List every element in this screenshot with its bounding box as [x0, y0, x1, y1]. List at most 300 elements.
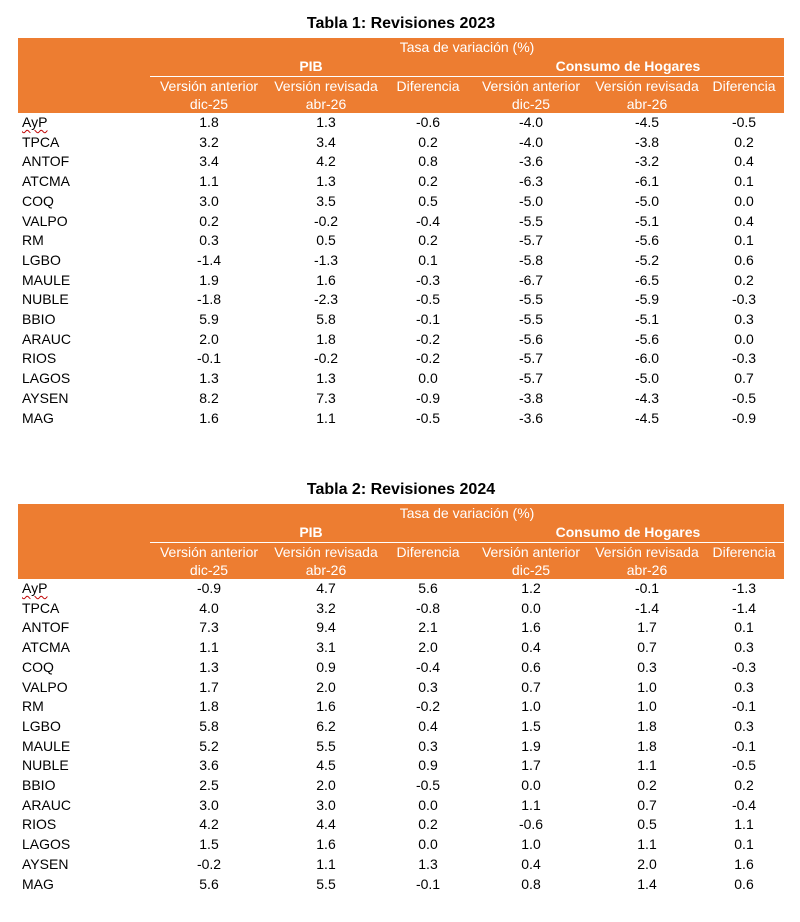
value-cell: 2.0: [637, 855, 657, 872]
value-cell: -1.4: [196, 251, 222, 268]
value-cell: -0.4: [731, 796, 757, 813]
value-cell: 0.0: [418, 836, 438, 853]
group-header-consumo: Consumo de Hogares: [472, 523, 784, 543]
region-name: ANTOF: [22, 153, 70, 170]
region-label: [18, 638, 150, 658]
region-name: VALPO: [22, 678, 68, 695]
column-header: Versión revisada: [274, 544, 378, 560]
value-cell: 5.8: [199, 717, 219, 734]
value-cell: 1.7: [199, 678, 219, 695]
column-header: Versión anterior: [481, 78, 581, 94]
value-cell: 1.0: [521, 836, 541, 853]
value-cell: -5.7: [518, 232, 544, 249]
table-row: [18, 678, 784, 698]
table-row: [18, 290, 784, 310]
value-cell: -0.2: [196, 855, 222, 872]
value-cell: 2.1: [418, 619, 438, 636]
value-cell: -0.6: [518, 816, 544, 833]
table-row: [18, 618, 784, 638]
corner-cell: [18, 38, 150, 57]
region-label: [18, 310, 150, 330]
value-cell: 0.0: [521, 599, 541, 616]
value-cell: 0.7: [637, 639, 657, 656]
value-cell: 0.2: [418, 232, 438, 249]
region-name: MAG: [22, 875, 54, 892]
table-row: [18, 152, 784, 172]
value-cell: -3.2: [634, 153, 660, 170]
value-cell: 0.9: [418, 757, 438, 774]
value-cell: 0.4: [521, 855, 541, 872]
value-cell: -1.4: [731, 599, 757, 616]
region-name: ARAUC: [22, 330, 72, 347]
region-name: MAG: [22, 409, 54, 426]
table-row: [18, 172, 784, 192]
region-name: COQ: [22, 658, 54, 675]
value-cell: 5.2: [199, 737, 219, 754]
corner-cell: [18, 77, 150, 96]
value-cell: 2.5: [199, 777, 219, 794]
value-cell: 0.0: [418, 796, 438, 813]
table-row: [18, 835, 784, 855]
region-label: [18, 330, 150, 350]
value-cell: 5.6: [199, 875, 219, 892]
column-header: Versión anterior: [159, 78, 259, 94]
value-cell: 1.5: [199, 836, 219, 853]
table-row: [18, 349, 784, 369]
value-cell: 0.7: [521, 678, 541, 695]
value-cell: 0.0: [734, 330, 754, 347]
value-cell: 1.3: [316, 173, 336, 190]
value-cell: 1.1: [316, 855, 336, 872]
value-cell: 7.3: [316, 389, 336, 406]
table-row: [18, 409, 784, 429]
value-cell: 1.0: [637, 678, 657, 695]
value-cell: 3.5: [316, 192, 336, 209]
region-label: [18, 678, 150, 698]
table-row: [18, 212, 784, 232]
value-cell: 1.2: [521, 580, 541, 596]
value-cell: 1.6: [521, 619, 541, 636]
region-label: [18, 658, 150, 678]
value-cell: 5.5: [316, 737, 336, 754]
region-name: BBIO: [22, 777, 56, 794]
region-label: [18, 618, 150, 638]
region-name: MAULE: [22, 737, 71, 754]
value-cell: 1.3: [418, 855, 438, 872]
value-cell: -0.3: [731, 291, 757, 308]
value-cell: -5.9: [634, 291, 660, 308]
value-cell: -5.6: [634, 330, 660, 347]
value-cell: -5.7: [518, 370, 544, 387]
value-cell: 0.7: [734, 370, 754, 387]
value-cell: -0.6: [415, 114, 441, 130]
value-cell: 0.3: [637, 658, 657, 675]
value-cell: 1.8: [637, 737, 657, 754]
value-cell: 3.0: [199, 192, 219, 209]
table-row: [18, 113, 784, 133]
region-label: [18, 389, 150, 409]
region-name: LGBO: [22, 251, 61, 268]
region-label: [18, 231, 150, 251]
value-cell: 0.9: [316, 658, 336, 675]
value-cell: 5.6: [418, 580, 438, 596]
value-cell: -3.8: [634, 133, 660, 150]
table-row: [18, 697, 784, 717]
column-header: Versión anterior: [159, 544, 259, 560]
value-cell: 4.2: [199, 816, 219, 833]
value-cell: -5.1: [634, 311, 660, 328]
column-subheader: [704, 95, 784, 113]
region-label: [18, 212, 150, 232]
value-cell: -6.3: [518, 173, 544, 190]
value-cell: -0.2: [313, 212, 339, 229]
value-cell: 0.4: [734, 212, 754, 229]
value-cell: -0.5: [731, 114, 757, 130]
region-label: [18, 737, 150, 757]
column-subheader: dic-25: [511, 562, 551, 578]
value-cell: 1.0: [521, 698, 541, 715]
value-cell: 3.0: [316, 796, 336, 813]
region-name: VALPO: [22, 212, 68, 229]
value-cell: -3.8: [518, 389, 544, 406]
value-cell: -0.3: [415, 271, 441, 288]
value-cell: -0.8: [415, 599, 441, 616]
value-cell: 1.5: [521, 717, 541, 734]
value-cell: -5.6: [634, 232, 660, 249]
column-subheader: [384, 95, 472, 113]
value-cell: 1.3: [199, 658, 219, 675]
value-cell: -3.6: [518, 153, 544, 170]
value-cell: 0.3: [734, 678, 754, 695]
region-name: NUBLE: [22, 757, 69, 774]
rate-header: Tasa de variación (%): [399, 39, 535, 55]
column-subheader: dic-25: [189, 96, 229, 112]
value-cell: -1.4: [634, 599, 660, 616]
region-label: [18, 133, 150, 153]
region-name: RM: [22, 698, 44, 715]
group-header-consumo: Consumo de Hogares: [472, 57, 784, 77]
value-cell: -4.0: [518, 133, 544, 150]
value-cell: 1.1: [199, 639, 219, 656]
value-cell: 0.5: [637, 816, 657, 833]
region-name: LAGOS: [22, 370, 71, 387]
column-header: Versión anterior: [481, 544, 581, 560]
column-header: Versión revisada: [595, 78, 699, 94]
value-cell: 0.3: [418, 737, 438, 754]
region-label: [18, 796, 150, 816]
value-cell: 1.0: [637, 698, 657, 715]
region-label: [18, 152, 150, 172]
region-name: ATCMA: [22, 173, 70, 190]
value-cell: -0.1: [731, 737, 757, 754]
value-cell: -0.1: [731, 698, 757, 715]
value-cell: -0.1: [634, 580, 660, 596]
table-row: [18, 855, 784, 875]
value-cell: 1.1: [316, 409, 336, 426]
region-label: [18, 776, 150, 796]
table-row: [18, 271, 784, 291]
region-label: [18, 271, 150, 291]
corner-cell: [18, 523, 150, 543]
value-cell: 0.2: [734, 271, 754, 288]
value-cell: -0.5: [731, 757, 757, 774]
value-cell: -4.5: [634, 114, 660, 130]
value-cell: -6.1: [634, 173, 660, 190]
value-cell: -0.9: [731, 409, 757, 426]
column-subheader: [384, 561, 472, 579]
value-cell: 2.0: [418, 639, 438, 656]
value-cell: 0.6: [734, 251, 754, 268]
value-cell: -4.3: [634, 389, 660, 406]
value-cell: 1.1: [637, 836, 657, 853]
value-cell: 0.1: [418, 251, 438, 268]
value-cell: 0.0: [418, 370, 438, 387]
value-cell: 0.2: [418, 173, 438, 190]
column-subheader: abr-26: [626, 562, 668, 578]
value-cell: -0.4: [415, 212, 441, 229]
value-cell: -3.6: [518, 409, 544, 426]
value-cell: -2.3: [313, 291, 339, 308]
value-cell: 0.4: [418, 717, 438, 734]
region-label: [18, 717, 150, 737]
column-header: Diferencia: [712, 544, 776, 560]
value-cell: 0.8: [418, 153, 438, 170]
value-cell: 7.3: [199, 619, 219, 636]
value-cell: -5.1: [634, 212, 660, 229]
value-cell: 1.8: [637, 717, 657, 734]
value-cell: 8.2: [199, 389, 219, 406]
region-label: [18, 113, 150, 133]
value-cell: -0.2: [415, 698, 441, 715]
region-label: [18, 875, 150, 895]
value-cell: -5.5: [518, 311, 544, 328]
value-cell: 5.9: [199, 311, 219, 328]
value-cell: -0.2: [313, 350, 339, 367]
table-row: [18, 815, 784, 835]
column-subheader: abr-26: [626, 96, 668, 112]
region-name: ATCMA: [22, 639, 70, 656]
region-name: AYSEN: [22, 389, 69, 406]
value-cell: 0.2: [418, 816, 438, 833]
value-cell: -0.9: [196, 580, 222, 596]
column-header: Diferencia: [712, 78, 776, 94]
table-row: [18, 231, 784, 251]
value-cell: 4.4: [316, 816, 336, 833]
value-cell: -5.0: [634, 192, 660, 209]
table-row: [18, 796, 784, 816]
value-cell: 1.6: [734, 855, 754, 872]
table-row: [18, 658, 784, 678]
value-cell: 1.3: [199, 370, 219, 387]
value-cell: 3.0: [199, 796, 219, 813]
region-name: RIOS: [22, 350, 57, 367]
value-cell: 1.1: [734, 816, 754, 833]
table-body: [18, 113, 784, 428]
table-row: [18, 776, 784, 796]
value-cell: 0.3: [199, 232, 219, 249]
value-cell: 0.4: [734, 153, 754, 170]
value-cell: 2.0: [316, 678, 336, 695]
value-cell: -0.9: [415, 389, 441, 406]
table-title: Tabla 1: Revisiones 2023: [306, 15, 496, 32]
value-cell: 3.2: [316, 599, 336, 616]
rate-header: Tasa de variación (%): [399, 505, 535, 521]
value-cell: 1.1: [637, 757, 657, 774]
value-cell: 1.3: [316, 370, 336, 387]
table-row: [18, 875, 784, 895]
value-cell: 0.1: [734, 173, 754, 190]
value-cell: 3.4: [316, 133, 336, 150]
value-cell: 0.3: [734, 639, 754, 656]
table-body: [18, 579, 784, 894]
value-cell: 1.3: [316, 114, 336, 130]
value-cell: -0.1: [415, 875, 441, 892]
group-header-pib: PIB: [150, 57, 472, 77]
column-header: Diferencia: [396, 544, 460, 560]
region-label: [18, 855, 150, 875]
region-label: [18, 192, 150, 212]
value-cell: -4.0: [518, 114, 544, 130]
table-row: [18, 133, 784, 153]
value-cell: -1.3: [313, 251, 339, 268]
region-label: [18, 251, 150, 271]
table-row: [18, 251, 784, 271]
value-cell: -0.3: [731, 350, 757, 367]
region-name: NUBLE: [22, 291, 69, 308]
table-row: [18, 756, 784, 776]
value-cell: 3.1: [316, 639, 336, 656]
table-1: [18, 10, 784, 428]
value-cell: 0.5: [316, 232, 336, 249]
table-header: [18, 38, 784, 113]
value-cell: 0.1: [734, 836, 754, 853]
column-subheader: [704, 561, 784, 579]
table-row: [18, 330, 784, 350]
value-cell: 1.6: [316, 836, 336, 853]
table-row: [18, 638, 784, 658]
value-cell: 0.8: [521, 875, 541, 892]
value-cell: 1.9: [199, 271, 219, 288]
value-cell: -5.5: [518, 291, 544, 308]
table-row: [18, 599, 784, 619]
table-row: [18, 192, 784, 212]
value-cell: 0.5: [418, 192, 438, 209]
region-name: COQ: [22, 192, 54, 209]
value-cell: 0.7: [637, 796, 657, 813]
region-label: [18, 349, 150, 369]
value-cell: 3.2: [199, 133, 219, 150]
value-cell: -5.0: [634, 370, 660, 387]
value-cell: 1.8: [199, 698, 219, 715]
value-cell: -0.2: [415, 350, 441, 367]
value-cell: -1.8: [196, 291, 222, 308]
value-cell: -0.5: [415, 291, 441, 308]
value-cell: 1.7: [521, 757, 541, 774]
value-cell: -0.2: [415, 330, 441, 347]
value-cell: 1.6: [316, 271, 336, 288]
value-cell: -6.5: [634, 271, 660, 288]
value-cell: -5.0: [518, 192, 544, 209]
value-cell: 1.9: [521, 737, 541, 754]
value-cell: 0.2: [734, 777, 754, 794]
region-name: TPCA: [22, 599, 60, 616]
value-cell: 5.5: [316, 875, 336, 892]
value-cell: -0.4: [415, 658, 441, 675]
value-cell: 0.3: [418, 678, 438, 695]
value-cell: 0.1: [734, 232, 754, 249]
value-cell: 4.0: [199, 599, 219, 616]
value-cell: -4.5: [634, 409, 660, 426]
column-header: Versión revisada: [595, 544, 699, 560]
table-title: Tabla 2: Revisiones 2024: [306, 481, 496, 498]
value-cell: 0.2: [418, 133, 438, 150]
value-cell: -6.0: [634, 350, 660, 367]
value-cell: 0.6: [521, 658, 541, 675]
value-cell: 0.6: [734, 875, 754, 892]
table-row: [18, 717, 784, 737]
value-cell: 0.3: [734, 311, 754, 328]
value-cell: -5.7: [518, 350, 544, 367]
column-subheader: abr-26: [305, 562, 347, 578]
region-name: RIOS: [22, 816, 57, 833]
region-label: [18, 579, 150, 599]
region-name: MAULE: [22, 271, 71, 288]
value-cell: 2.0: [199, 330, 219, 347]
region-label: [18, 172, 150, 192]
value-cell: -0.3: [731, 658, 757, 675]
value-cell: 1.6: [199, 409, 219, 426]
value-cell: 9.4: [316, 619, 336, 636]
value-cell: -6.7: [518, 271, 544, 288]
table-header: [18, 504, 784, 579]
value-cell: -0.5: [415, 777, 441, 794]
region-name: AYSEN: [22, 855, 69, 872]
revisions-table: [18, 38, 784, 428]
region-label: [18, 409, 150, 429]
table-row: [18, 369, 784, 389]
table-row: [18, 389, 784, 409]
value-cell: 0.4: [521, 639, 541, 656]
value-cell: 5.8: [316, 311, 336, 328]
value-cell: -5.8: [518, 251, 544, 268]
corner-cell: [18, 543, 150, 562]
region-label: [18, 369, 150, 389]
column-subheader: dic-25: [511, 96, 551, 112]
value-cell: -0.1: [196, 350, 222, 367]
region-name: LGBO: [22, 717, 61, 734]
value-cell: 1.4: [637, 875, 657, 892]
group-header-pib: PIB: [150, 523, 472, 543]
column-subheader: dic-25: [189, 562, 229, 578]
value-cell: -5.2: [634, 251, 660, 268]
region-label: [18, 756, 150, 776]
value-cell: 1.1: [199, 173, 219, 190]
value-cell: 2.0: [316, 777, 336, 794]
value-cell: -1.3: [731, 580, 757, 596]
value-cell: -5.5: [518, 212, 544, 229]
value-cell: 6.2: [316, 717, 336, 734]
revisions-table: [18, 504, 784, 894]
column-header: Versión revisada: [274, 78, 378, 94]
column-header: Diferencia: [396, 78, 460, 94]
value-cell: 0.1: [734, 619, 754, 636]
region-name: ARAUC: [22, 796, 72, 813]
region-label: [18, 835, 150, 855]
value-cell: 4.7: [316, 580, 336, 596]
value-cell: 1.1: [521, 796, 541, 813]
value-cell: 0.2: [199, 212, 219, 229]
value-cell: -0.1: [415, 311, 441, 328]
